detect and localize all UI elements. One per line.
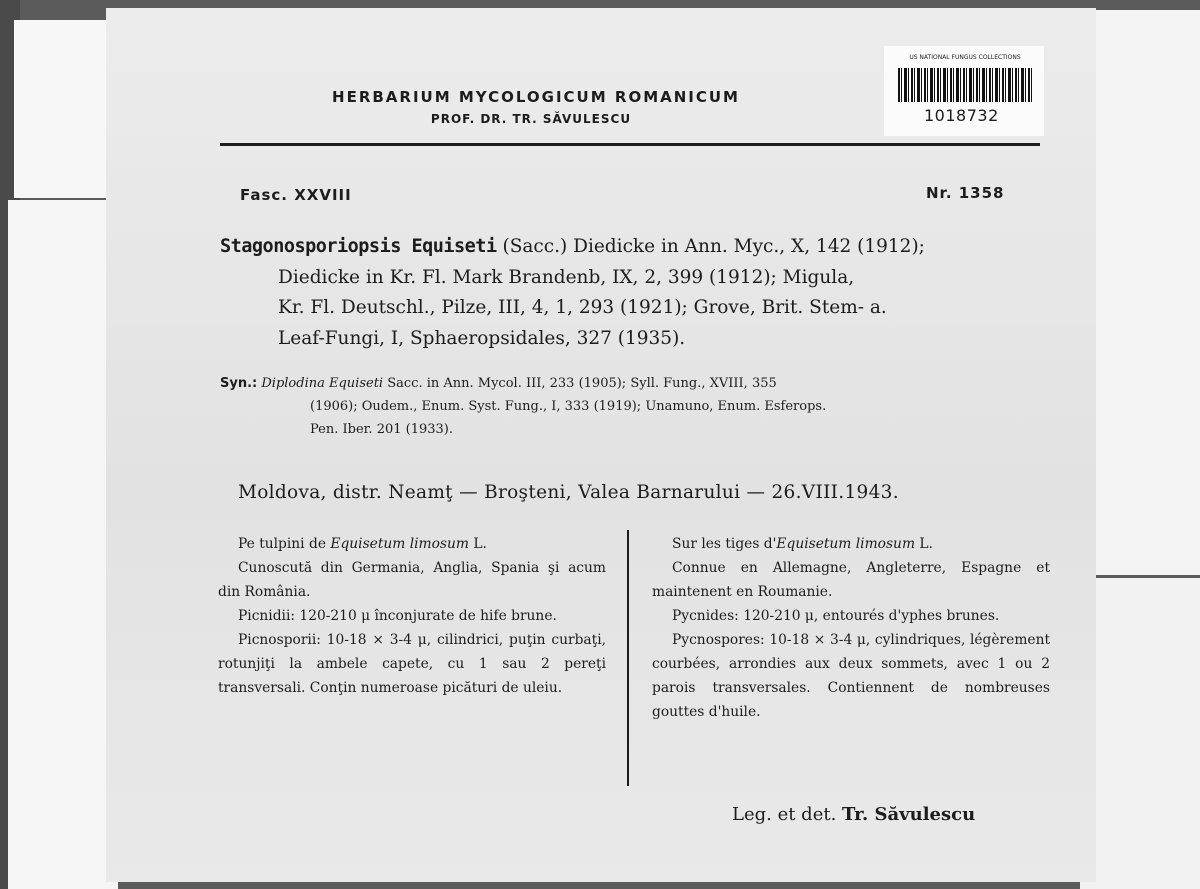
collector-prefix: Leg. et det.: [732, 804, 837, 825]
paper-edge: [1080, 578, 1200, 889]
specimen-number: Nr. 1358: [926, 184, 1005, 202]
header-rule: [220, 143, 1040, 146]
species-name: Stagonosporiopsis Equiseti: [220, 236, 497, 257]
pycnospores-text: Pycnospores: 10-18 × 3-4 μ, cylindriques, légèrement courbées, arrondies aux deux sommets, avec 1 ou 2 parois transversales. Contiennent de nombreuses gouttes d'huile.: [652, 632, 1050, 720]
collector-line: [732, 804, 975, 825]
host-line: [218, 532, 606, 556]
distribution-text: Connue en Allemagne, Angleterre, Espagne et maintenent en Roumanie.: [652, 560, 1050, 600]
synonym-line: (1906); Oudem., Enum. Syst. Fung., I, 333 (1919); Unamuno, Enum. Esferops.: [310, 399, 827, 414]
barcode-sticker: [884, 46, 1044, 136]
barcode-icon: [898, 68, 1032, 102]
host-prefix: Pe tulpini de: [238, 536, 326, 552]
distribution-text: Cunoscută din Germania, Anglia, Spania şi acum din România.: [218, 560, 606, 600]
host-line: [652, 532, 1050, 556]
host-prefix: Sur les tiges d': [672, 536, 777, 552]
description-french: [652, 532, 1050, 724]
synonym-line: Sacc. in Ann. Mycol. III, 233 (1905); Syll. Fung., XVIII, 355: [387, 376, 777, 391]
paper-edge: [14, 20, 114, 198]
citation-line: (Sacc.) Diedicke in Ann. Myc., X, 142 (1912);: [502, 236, 925, 257]
paper-edge: [8, 200, 118, 889]
host-suffix: L.: [919, 536, 933, 552]
citation-line: Kr. Fl. Deutschl., Pilze, III, 4, 1, 293 (1921); Grove, Brit. Stem- a.: [278, 297, 887, 318]
collection-locality: Moldova, distr. Neamţ — Broşteni, Valea Barnarului — 26.VIII.1943.: [238, 482, 899, 503]
herbarium-curator: PROF. DR. TR. SĂVULESCU: [430, 112, 632, 126]
citation-line: Leaf-Fungi, I, Sphaeropsidales, 327 (1935).: [278, 327, 686, 349]
synonyms: [220, 372, 1050, 441]
herbarium-label: [106, 8, 1096, 882]
host-name: Equisetum limosum: [776, 536, 916, 552]
species-citation: [220, 232, 1050, 354]
column-divider: [627, 530, 629, 786]
herbarium-title: HERBARIUM MYCOLOGICUM ROMANICUM: [332, 88, 740, 106]
pycnospores-text: Picnosporii: 10-18 × 3-4 μ, cilindrici, puţin curbaţi, rotunjiţi la ambele capete, cu 1 sau 2 pereţi transversali. Conţin numeroase picături de uleiu.: [218, 632, 606, 696]
fascicle-label: Fasc. XXVIII: [240, 186, 352, 204]
citation-line: Diedicke in Kr. Fl. Mark Brandenb, IX, 2, 399 (1912); Migula,: [278, 266, 855, 288]
synonym-line: Pen. Iber. 201 (1933).: [310, 422, 453, 437]
barcode-caption: US NATIONAL FUNGUS COLLECTIONS: [909, 54, 1021, 61]
synonyms-heading: Syn.:: [220, 376, 258, 391]
paper-edge: [1090, 10, 1200, 575]
pycnidia-text: Picnidii: 120-210 μ înconjurate de hife brune.: [238, 608, 557, 624]
host-suffix: L.: [473, 536, 487, 552]
barcode-number: 1018732: [924, 106, 999, 125]
description-romanian: [218, 532, 606, 700]
pycnidia-text: Pycnides: 120-210 μ, entourés d'yphes brunes.: [672, 608, 1000, 624]
host-name: Equisetum limosum: [330, 536, 469, 552]
synonym-name: Diplodina Equiseti: [261, 376, 384, 391]
collector-name: Tr. Săvulescu: [842, 804, 976, 825]
